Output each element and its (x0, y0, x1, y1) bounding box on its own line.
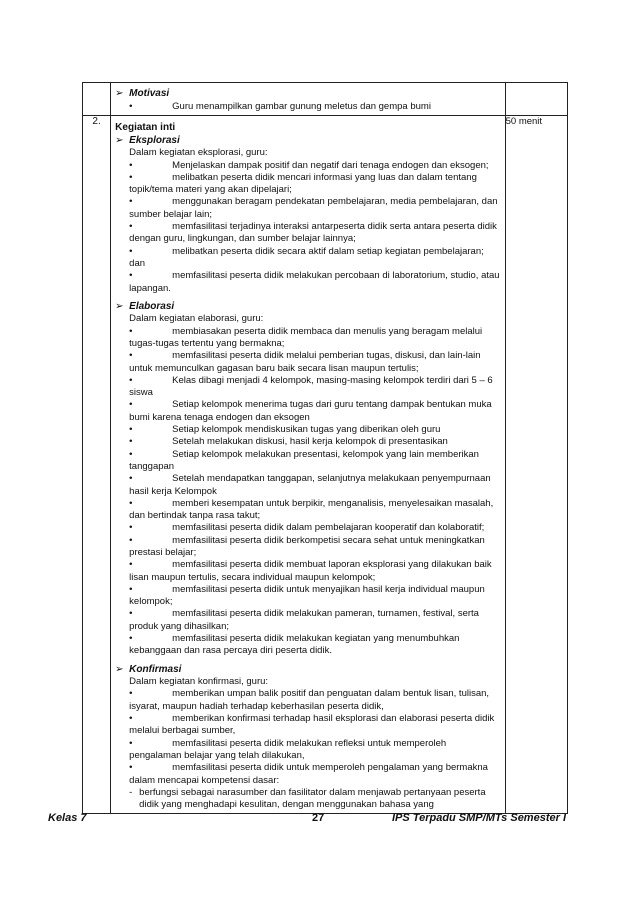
list-item-text: Setelah melakukan diskusi, hasil kerja kelompok di presentasikan (172, 436, 448, 448)
row-content (111, 115, 505, 814)
section-elaborasi (115, 296, 500, 658)
bullet-icon: • (129, 559, 133, 571)
bullet-icon: • (129, 350, 133, 362)
list-item (129, 633, 500, 658)
row1-body (111, 83, 504, 115)
list-item (129, 473, 500, 498)
bullet-icon: • (129, 245, 133, 257)
row-time: 50 menit (505, 115, 567, 814)
list-item-text: Setelah mendapatkan tanggapan, selanjutnya melakukaan penyempurnaan hasil kerja Kelompok (129, 473, 491, 497)
section-intro: Dalam kegiatan eksplorasi, guru: (129, 147, 268, 159)
list-item (129, 738, 500, 763)
arrow-bullet-icon: ➢ (115, 300, 124, 312)
section-heading (115, 135, 500, 148)
list-item (129, 584, 500, 609)
list-item-text: Setiap kelompok mendiskusikan tugas yang diberikan oleh guru (172, 424, 441, 436)
bullet-icon: • (129, 196, 133, 208)
section-heading-text: Motivasi (129, 88, 170, 99)
list-item (129, 246, 500, 271)
section-heading-text: Elaborasi (129, 300, 175, 312)
section-body (115, 313, 500, 657)
arrow-bullet-icon: ➢ (115, 134, 124, 146)
dash-item-text: berfungsi sebagai narasumber dan fasilitator dalam menjawab pertanyaan peserta didik yang menghadapi kesulitan, dengan menggunakan bahasa yang (139, 786, 486, 811)
section-body (115, 101, 500, 113)
bullet-icon: • (129, 159, 133, 171)
footer-book-title: IPS Terpadu SMP/MTs Semester I (391, 812, 566, 824)
section-body (115, 147, 500, 295)
page-number: 27 (312, 812, 325, 824)
section-motivasi (115, 88, 500, 113)
row-number (83, 83, 111, 116)
list-item (129, 326, 500, 351)
list-item-text: Setiap kelompok menerima tugas dari guru tentang dampak bentukan muka bumi karena tenaga endogen dan eksogen (129, 399, 492, 423)
section-heading-text: Konfirmasi (129, 663, 182, 675)
bullet-icon: • (129, 737, 133, 749)
list-item-text: memfasilitasi peserta didik melakukan kegiatan yang menumbuhkan kebanggaan dan rasa percaya diri peserta didik. (129, 633, 460, 657)
dash-item (129, 787, 500, 812)
bullet-icon: • (129, 608, 133, 620)
section-heading (115, 88, 500, 101)
list-item (129, 424, 500, 436)
bullet-icon: • (129, 448, 133, 460)
bullet-icon: • (129, 497, 133, 509)
bullet-icon: • (129, 424, 133, 436)
list-item-text: membiasakan peserta didik membaca dan menulis yang beragam melalui tugas-tugas tertentu yang bermakna; (129, 325, 483, 349)
list-item (129, 160, 500, 172)
bullet-icon: • (129, 633, 133, 645)
list-item-text: memberikan umpan balik positif dan penguatan dalam bentuk lisan, tulisan, isyarat, maupun hadiah terhadap keberhasilan peserta didik, (129, 688, 490, 712)
list-item (129, 436, 500, 448)
section-heading-text: Eksplorasi (129, 134, 180, 146)
list-item-text: memfasilitasi peserta didik melakukan refleksi untuk memperoleh pengalaman belajar yang telah dilakukan, (129, 737, 447, 761)
row2-body (111, 116, 504, 814)
list-item-text: melibatkan peserta didik mencari informasi yang luas dan dalam tentang topik/tema materi yang akan dipelajari; (129, 171, 477, 196)
list-item (129, 350, 500, 375)
activity-title: Kegiatan inti (115, 121, 176, 133)
list-item-text: memfasilitasi peserta didik melalui pemberian tugas, diskusi, dan lain-lain untuk memunculkan gagasan baru baik secara lisan maupun tertulis; (129, 350, 481, 374)
list-item-text: Kelas dibagi menjadi 4 kelompok, masing-masing kelompok terdiri dari 5 – 6 siswa (129, 374, 493, 399)
list-item-text: memfasilitasi terjadinya interaksi antarpeserta didik serta antara peserta didik dengan guru, lingkungan, dan sumber belajar lainnya; (129, 221, 497, 245)
section-heading (115, 664, 500, 677)
bullet-icon: • (129, 270, 133, 282)
list-item (129, 688, 500, 713)
list-item-text: menggunakan beragam pendekatan pembelajaran, media pembelajaran, dan sumber belajar lain; (129, 196, 498, 220)
list-item (129, 221, 500, 246)
bullet-icon: • (129, 762, 133, 774)
lesson-table (82, 82, 568, 814)
bullet-icon: • (129, 221, 133, 233)
list-item (129, 196, 500, 221)
bullet-icon: • (129, 171, 133, 183)
row-time (505, 83, 567, 116)
section-eksplorasi (115, 135, 500, 295)
list-item-text: memfasilitasi peserta didik dalam pembelajaran kooperatif dan kolaboratif; (172, 522, 485, 534)
bullet-icon: • (129, 100, 133, 112)
list-item-text: memfasilitasi peserta didik melakukan percobaan di laboratorium, studio, atau lapangan. (129, 270, 500, 294)
list-item (129, 172, 500, 197)
bullet-icon: • (129, 713, 133, 725)
list-item-text: memfasilitasi peserta didik berkompetisi secara sehat untuk meningkatkan prestasi belajar; (129, 534, 485, 558)
bullet-icon: • (129, 325, 133, 337)
list-item (129, 535, 500, 560)
list-item-text: memfasilitasi peserta didik membuat laporan eksplorasi yang dilakukan baik lisan maupun tertulis, secara individual maupun kelompok; (129, 559, 492, 583)
list-item (129, 375, 500, 400)
footer-class-label: Kelas 7 (48, 812, 87, 824)
bullet-icon: • (129, 436, 133, 448)
list-item (129, 101, 500, 113)
list-item-text: melibatkan peserta didik secara aktif dalam setiap kegiatan pembelajaran; dan (129, 245, 484, 269)
table-row (83, 115, 568, 814)
section-body (115, 676, 500, 811)
section-intro: Dalam kegiatan konfirmasi, guru: (129, 676, 269, 688)
list-item (129, 608, 500, 633)
section-intro: Dalam kegiatan elaborasi, guru: (129, 313, 264, 325)
list-item-text: memfasilitasi peserta didik untuk memperoleh pengalaman yang bermakna dalam mencapai kompetensi dasar: (129, 762, 488, 786)
bullet-icon: • (129, 583, 133, 595)
list-item (129, 762, 500, 787)
list-item (129, 498, 500, 523)
bullet-icon: • (129, 534, 133, 546)
list-item-text: memfasilitasi peserta didik melakukan pameran, turnamen, festival, serta produk yang dihasilkan; (129, 608, 479, 632)
list-item-text: memfasilitasi peserta didik untuk menyajikan hasil kerja individual maupun kelompok; (129, 583, 485, 608)
page-footer (48, 812, 566, 828)
list-item-text: Guru menampilkan gambar gunung meletus dan gempa bumi (172, 100, 431, 112)
list-item-text: Setiap kelompok melakukan presentasi, kelompok yang lain memberikan tanggapan (129, 448, 479, 472)
list-item (129, 399, 500, 424)
list-item-text: memberikan konfirmasi terhadap hasil eksplorasi dan elaborasi peserta didik melalui berbagai sumber, (129, 713, 495, 737)
list-item-text: memberi kesempatan untuk berpikir, menganalisis, menyelesaikan masalah, dan bertindak tanpa rasa takut; (129, 497, 494, 522)
arrow-bullet-icon: ➢ (115, 88, 124, 99)
dash-marker: - (129, 786, 133, 798)
row-content (111, 83, 505, 116)
table-row (83, 83, 568, 116)
row-number: 2. (83, 115, 111, 814)
bullet-icon: • (129, 688, 133, 700)
list-item-text: Menjelaskan dampak positif dan negatif dari tenaga endogen dan eksogen; (172, 159, 489, 171)
list-item (129, 713, 500, 738)
section-konfirmasi (115, 659, 500, 812)
list-item (129, 270, 500, 295)
section-heading (115, 301, 500, 314)
list-item (129, 559, 500, 584)
bullet-icon: • (129, 522, 133, 534)
arrow-bullet-icon: ➢ (115, 663, 124, 675)
bullet-icon: • (129, 399, 133, 411)
list-item (129, 522, 500, 534)
bullet-icon: • (129, 473, 133, 485)
bullet-icon: • (129, 374, 133, 386)
list-item (129, 449, 500, 474)
